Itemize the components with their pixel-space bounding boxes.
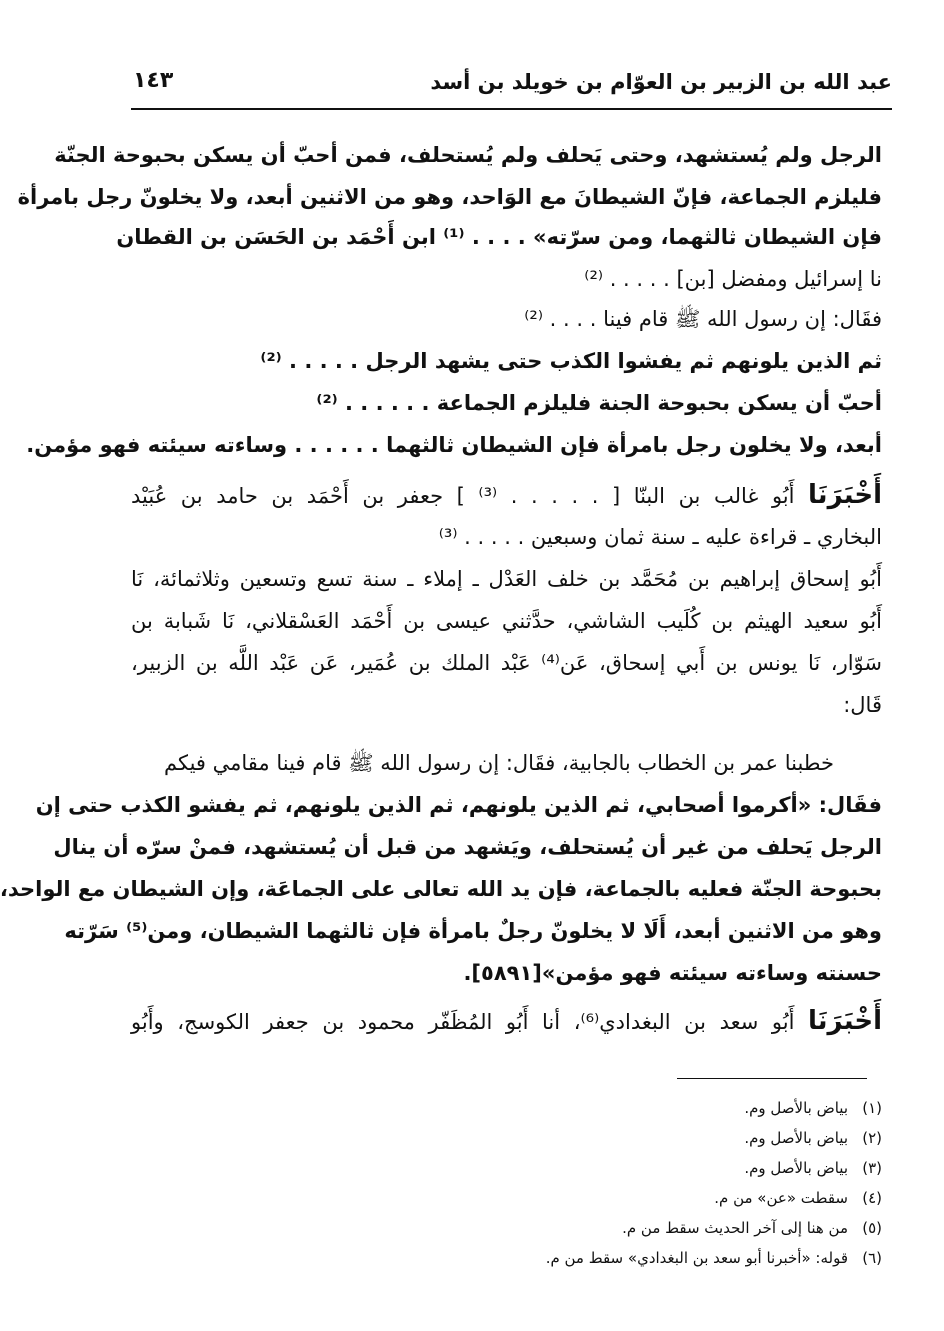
footnote-text: سقطت «عن» من م. (714, 1189, 848, 1207)
footnote-number: (٤) (862, 1189, 882, 1207)
body-line-2: فليلزم الجماعة، فإنّ الشيطانَ مع الوَاحد، وهو من الاثنين أبعد، ولا يخلونّ رجل بامرأة (17, 185, 882, 209)
running-header (131, 62, 892, 110)
body-line-9-text: أَبُو غالب بن البنّا [ . . . . . ⁽³⁾ ] جعفر بن أَحْمَد بن حامد بن عُبَيْد (131, 484, 809, 508)
footnote-4 (714, 1186, 882, 1212)
body-line-17: الرجل يَحلف من غير أن يُستحلف، ويَشهد من قبل أن يُستشهد، فمنْ سرّه أن ينال (53, 835, 882, 859)
footnote-number: (٢) (862, 1129, 882, 1147)
body-line-16: فقَال: «أكرموا أصحابي، ثم الذين يلونهم، ثم الذين يلونهم، ثم يفشو الكذب حتى إن (35, 793, 882, 817)
footnote-number: (٦) (862, 1249, 882, 1267)
footnote-text: قوله: «أخبرنا أبو سعد بن البغدادي» سقط من م. (545, 1249, 848, 1267)
body-line-12: أَبُو سعيد الهيثم بن كُلَيب الشاشي، حدَّثني عيسى بن أَحْمَد العَسْقلاني، نَا شَبابة بن (131, 609, 882, 633)
akhbarana-heading-2: أَخْبَرَنَا (808, 1006, 882, 1036)
body-line-10: البخاري ـ قراءة عليه ـ سنة ثمان وسبعين . . . . . ⁽³⁾ (438, 525, 882, 549)
body-line-4: نا إسرائيل ومفضل [بن] . . . . . ⁽²⁾ (584, 267, 882, 291)
running-title: عبد الله بن الزبير بن العوّام بن خويلد بن أسد (430, 70, 892, 94)
body-line-21 (131, 1004, 882, 1040)
footnote-text: بياض بالأصل وم. (744, 1129, 848, 1147)
akhbarana-heading: أَخْبَرَنَا (808, 480, 883, 510)
body-line-13: سَوّار، نَا يونس بن أَبي إسحاق، عَن⁽⁴⁾ عَبْد الملك بن عُمَير، عَن عَبْد اللَّه بن الزبير، (131, 651, 882, 675)
body-line-11: أَبُو إسحاق إبراهيم بن مُحَمَّد بن خلف العَدْل ـ إملاء ـ سنة تسع وتسعين وثلاثمائة، نَا (131, 567, 882, 591)
footnote-1 (744, 1096, 882, 1122)
body-line-1: الرجل ولم يُستشهد، وحتى يَحلف ولم يُستحلف، فمن أحبّ أن يسكن بحبوحة الجنّة (54, 143, 882, 167)
footnote-text: من هنا إلى آخر الحديث سقط من م. (622, 1219, 848, 1237)
footnote-6 (546, 1246, 882, 1272)
footnote-number: (١) (862, 1099, 882, 1117)
body-line-19: وهو من الاثنين أبعد، أَلَا لا يخلونّ رجلٌ بامرأة فإن ثالثهما الشيطان، ومن⁽⁵⁾ سَرّته (64, 919, 882, 943)
body-line-21-text: أَبُو سعد بن البغدادي⁽⁶⁾، أنا أَبُو المُظَفّر محمود بن جعفر الكوسج، وأَبُو (131, 1010, 809, 1034)
footnote-2 (744, 1126, 882, 1152)
body-line-9 (131, 478, 882, 514)
body-line-18: بحبوحة الجنّة فعليه بالجماعة، فإن يد الله تعالى على الجماعَة، وإن الشيطان مع الواحد، (0, 877, 882, 901)
body-line-6: ثم الذين يلونهم ثم يفشوا الكذب حتى يشهد الرجل . . . . . ⁽²⁾ (260, 349, 882, 373)
page-number: ١٤٣ (133, 68, 174, 93)
footnote-3 (744, 1156, 882, 1182)
footnote-text: بياض بالأصل وم. (744, 1159, 848, 1177)
footnote-number: (٣) (862, 1159, 882, 1177)
body-line-3: فإن الشيطان ثالثهما، ومن سرّته» . . . . ⁽¹⁾ ابن أَحْمَد بن الحَسَن بن القطان (116, 225, 882, 249)
body-line-14: قَال: (843, 693, 882, 717)
footnote-text: بياض بالأصل وم. (744, 1099, 848, 1117)
body-line-7: أحبّ أن يسكن بحبوحة الجنة فليلزم الجماعة . . . . . . ⁽²⁾ (316, 391, 882, 415)
body-line-15: خطبنا عمر بن الخطاب بالجابية، فقَال: إن رسول الله ﷺ قام فينا مقامي فيكم (164, 751, 834, 775)
footnote-separator (677, 1078, 867, 1079)
footnote-5 (622, 1216, 882, 1242)
body-line-5: فقَال: إن رسول الله ﷺ قام فينا . . . . ⁽²⁾ (524, 307, 882, 331)
body-line-8: أبعد، ولا يخلون رجل بامرأة فإن الشيطان ثالثهما . . . . . . وساءته سيئته فهو مؤمن. (26, 433, 882, 457)
footnote-number: (٥) (862, 1219, 882, 1237)
body-line-20: حسنته وساءته سيئته فهو مؤمن»[٥٨٩١]. (463, 961, 882, 985)
